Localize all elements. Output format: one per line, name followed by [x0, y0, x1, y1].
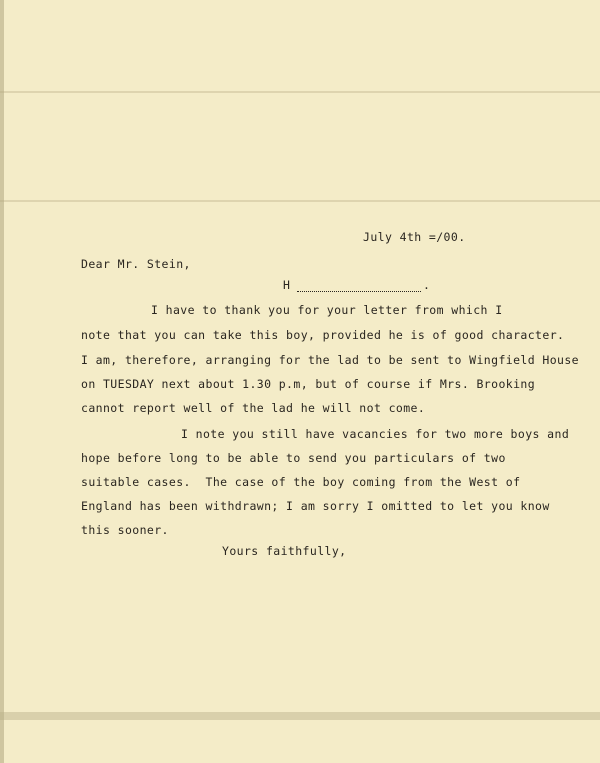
paragraph-2-line-5: this sooner.	[81, 523, 169, 537]
salutation: Dear Mr. Stein,	[81, 257, 191, 271]
fold-crease-middle	[0, 200, 600, 202]
fold-crease-top	[0, 91, 600, 93]
paragraph-1-line-3: I am, therefore, arranging for the lad to be sent to Wingfield House	[81, 353, 580, 367]
paragraph-2-line-3: suitable cases. The case of the boy coming from the West of	[81, 475, 521, 489]
reference-end-mark: .	[423, 278, 431, 292]
fold-crease-bottom	[0, 712, 600, 720]
letter-date: July 4th =/00.	[363, 230, 466, 244]
reference-initial: H	[283, 278, 291, 292]
paragraph-1-line-1: I have to thank you for your letter from which I	[151, 303, 503, 317]
paragraph-1-line-4: on TUESDAY next about 1.30 p.m, but of course if Mrs. Brooking	[81, 377, 536, 391]
closing: Yours faithfully,	[222, 544, 347, 558]
paragraph-2-line-2: hope before long to be able to send you particulars of two	[81, 451, 506, 465]
paragraph-2-line-4: England has been withdrawn; I am sorry I omitted to let you know	[81, 499, 550, 513]
paragraph-1-line-5: cannot report well of the lad he will not come.	[81, 401, 426, 415]
page-edge-shadow	[0, 0, 4, 763]
paragraph-1-line-2: note that you can take this boy, provided he is of good character.	[81, 328, 565, 342]
reference-dotted-rule	[297, 291, 421, 292]
paragraph-2-line-1: I note you still have vacancies for two more boys and	[181, 427, 570, 441]
